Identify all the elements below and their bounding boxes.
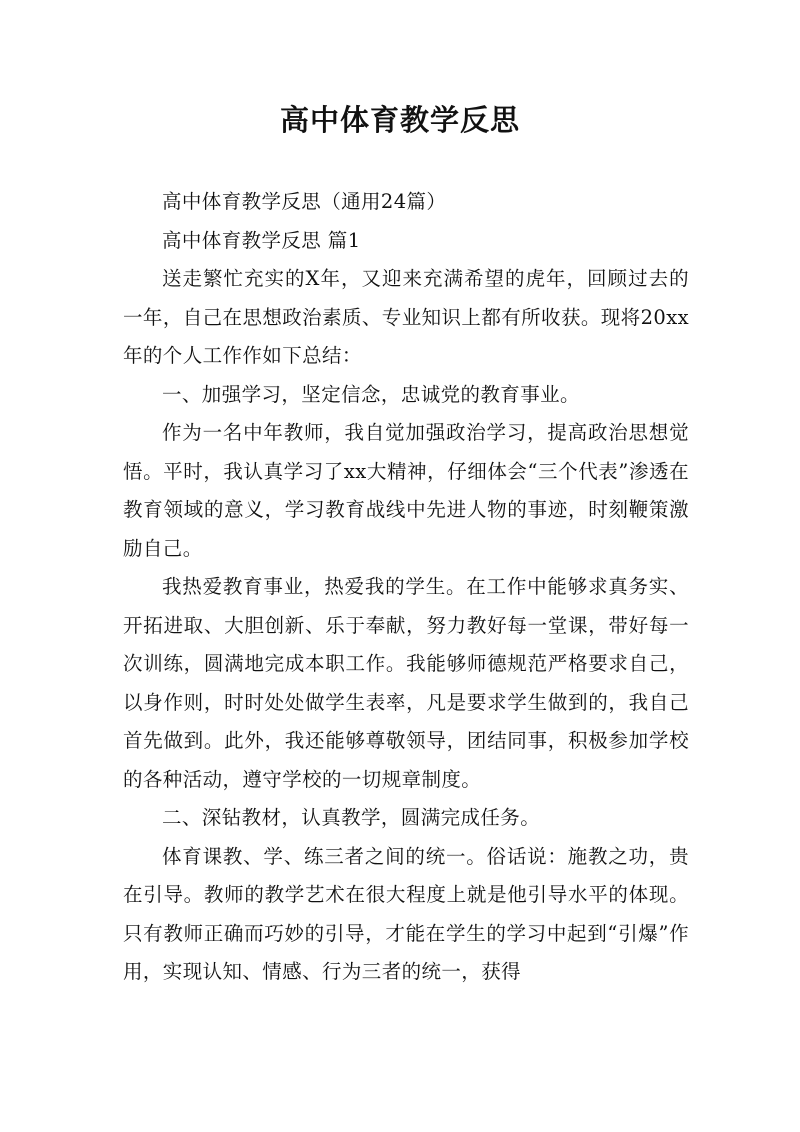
document-title: 高中体育教学反思	[279, 103, 520, 137]
document-body	[123, 183, 689, 992]
body-paragraph: 送走繁忙充实的X年，又迎来充满希望的虎年，回顾过去的一年，自己在思想政治素质、专业知识上都有所收获。现将20xx年的个人工作作如下总结：	[123, 267, 689, 367]
body-paragraph: 体育课教、学、练三者之间的统一。俗话说：施教之功，贵在引导。教师的教学艺术在很大程度上就是他引导水平的体现。只有教师正确而巧妙的引导，才能在学生的学习中起到“引爆”作用，实现认知、情感、行为三者的统一，获得	[123, 844, 689, 983]
body-heading: 一、加强学习，坚定信念，忠诚党的教育事业。	[162, 382, 580, 406]
body-paragraph: 我热爱教育事业，热爱我的学生。在工作中能够求真务实、开拓进取、大胆创新、乐于奉献，努力教好每一堂课，带好每一次训练，圆满地完成本职工作。我能够师德规范严格要求自己，以身作则，时时处处做学生表率，凡是要求学生做到的，我自己首先做到。此外，我还能够尊敬领导，团结同事，积极参加学校的各种活动，遵守学校的一切规章制度。	[123, 575, 689, 791]
body-heading: 二、深钻教材，认真教学，圆满完成任务。	[162, 806, 541, 829]
subtitle-paragraph: 高中体育教学反思（通用24篇）	[162, 190, 447, 213]
section-heading: 高中体育教学反思 篇1	[162, 228, 361, 252]
body-paragraph: 作为一名中年教师，我自觉加强政治学习，提高政治思想觉悟。平时，我认真学习了xx大精神，仔细体会“三个代表”渗透在教育领域的意义，学习教育战线中先进人物的事迹，时刻鞭策激励自己。	[123, 421, 689, 560]
